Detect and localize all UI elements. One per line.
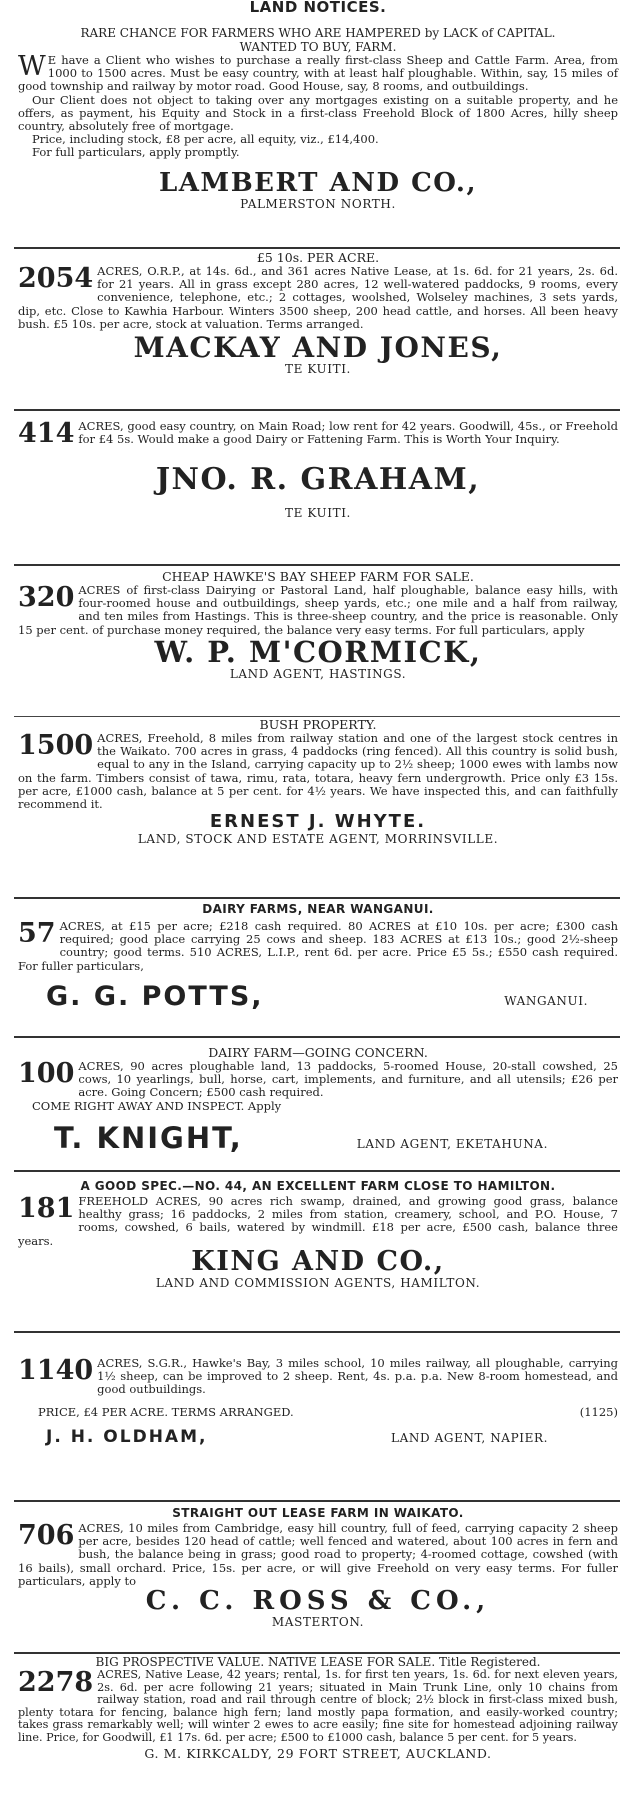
ad-body: Our Client does not object to taking over any mortgages existing on a suitable property, and he offers, as payment, his Equity and Stock in a first-class Freehold Block of 1800 Acres, hilly sheep country, absolutely free of mortgage. (18, 92, 618, 134)
ad-body: ACRES, S.G.R., Hawke's Bay, 3 miles school, 10 miles railway, all ploughable, carrying 1½ sheep, can be improved to 2 sheep. Rent, 4s. p.a. p.a. New 8-room homestead, and good outbuildings. (97, 1356, 618, 1397)
ad-oldham (18, 1357, 618, 1446)
divider (14, 1500, 620, 1502)
ad-heading: DAIRY FARMS, NEAR WANGANUI. (202, 902, 434, 916)
ad-heading: CHEAP HAWKE'S BAY SHEEP FARM FOR SALE. (162, 569, 474, 584)
divider (14, 1170, 620, 1172)
firm-location: LAND AGENT, HASTINGS. (229, 667, 407, 682)
firm-name: ERNEST J. WHYTE. (209, 811, 427, 833)
firm-name: MACKAY AND JONES, (133, 331, 503, 365)
ad-body: E have a Client who wishes to purchase a really first-class Sheep and Cattle Farm. Area, from 1000 to 1500 acres. Must be easy country, with at least half ploughable. Within, say, 15 miles of good township and railway by motor road. Good House, say, 8 rooms, and outbuildings. (18, 53, 618, 94)
acreage-number: 1140 (18, 1355, 94, 1386)
divider (14, 1652, 620, 1654)
acreage-number: 100 (18, 1058, 75, 1089)
divider (14, 897, 620, 899)
firm-location: LAND AGENT, EKETAHUNA. (356, 1136, 548, 1151)
ad-body: ACRES, Freehold, 8 miles from railway station and one of the largest stock centres in the Waikato. 700 acres in grass, 4 paddocks (ring fenced). All this country is solid bush, equal to any in the Island, carrying capacity up to 2½ sheep; 1000 ewes with lambs now on the farm. Timbers consist of tawa, rimu, rata, totara, heavy fern undergrowth. Price only £3 15s. per acre, £1000 cash, balance at 5 per cent. for 4½ years. We have inspected this, and can faithfully recommend it. (18, 731, 618, 812)
firm-location: LAND, STOCK AND ESTATE AGENT, MORRINSVILLE. (137, 832, 499, 847)
ad-reference: (1125) (579, 1404, 618, 1419)
acreage-number: 414 (18, 418, 75, 449)
acreage-number: 181 (18, 1193, 75, 1224)
firm-location: LAND AGENT, NAPIER. (391, 1430, 548, 1445)
firm-name: JNO. R. GRAHAM, (155, 462, 481, 498)
ad-king (18, 1179, 618, 1290)
ad-knight (18, 1046, 618, 1153)
firm-name: KING AND CO., (191, 1245, 445, 1277)
divider (14, 1036, 620, 1038)
ad-heading: STRAIGHT OUT LEASE FARM IN WAIKATO. (172, 1506, 464, 1520)
acreage-number: 1500 (18, 730, 94, 761)
ad-body: ACRES, good easy country, on Main Road; low rent for 42 years. Goodwill, 45s., or Freehold for £4 5s. Would make a good Dairy or Fattening Farm. This is Worth Your Inquiry. (78, 419, 618, 447)
ad-heading: A GOOD SPEC.—NO. 44, AN EXCELLENT FARM CLOSE TO HAMILTON. (80, 1179, 556, 1193)
ad-heading: BIG PROSPECTIVE VALUE. NATIVE LEASE FOR SALE. Title Registered. (95, 1655, 541, 1669)
firm-name: C. C. ROSS & CO., (145, 1586, 491, 1617)
firm-name: G. G. POTTS, (46, 980, 264, 1012)
firm-name: J. H. OLDHAM, (46, 1426, 208, 1447)
ad-whyte (18, 718, 618, 846)
divider (14, 409, 620, 411)
ad-potts (18, 902, 618, 1011)
firm-name: LAMBERT AND CO., (158, 167, 478, 198)
ad-body: COME RIGHT AWAY AND INSPECT. Apply (32, 1098, 282, 1113)
ad-body: ACRES, O.R.P., at 14s. 6d., and 361 acres Native Lease, at 1s. 6d. for 21 years, 2s. 6d. for 21 years. All in grass except 280 acres, 12 well-watered paddocks, 9 rooms, every convenience, telephone, etc.; 2 cottages, woolshed, Wolseley machines, 3 sets yards, dip, etc. Close to Kawhia Harbour. Winters 3500 sheep, 200 head cattle, and horses. All been heavy bush. £5 10s. per acre, stock at valuation. Terms arranged. (18, 264, 618, 331)
ad-body: For full particulars, apply promptly. (32, 145, 240, 160)
acreage-number: 2278 (18, 1667, 94, 1698)
page-title: LAND NOTICES. (249, 0, 387, 16)
ad-heading: BUSH PROPERTY. (259, 717, 377, 732)
firm-name: W. P. M'CORMICK, (154, 634, 482, 669)
acreage-number: 320 (18, 582, 75, 613)
ad-body: ACRES, 10 miles from Cambridge, easy hill country, full of feed, carrying capacity 2 sheep per acre, besides 120 head of cattle; well fenced and watered, about 100 acres in fern and bush, the balance being in grass; good road to property; 4-roomed cottage, cowshed (with 16 bails), small orchard. Price, 15s. per acre, or will give Freehold on very easy terms. For fuller particulars, apply to (18, 1521, 618, 1588)
ad-body: ACRES of first-class Dairying or Pastoral Land, half ploughable, balance easy hills, with four-roomed house and outbuildings, sheep yards, etc.; one mile and a half from railway, and ten miles from Hastings. This is three-sheep country, and the price is reasonable. Only 15 per cent. of purchase money required, the balance very easy terms. For full particulars, apply (18, 583, 618, 637)
firm-location: LAND AND COMMISSION AGENTS, HAMILTON. (155, 1276, 481, 1291)
acreage-number: 57 (18, 918, 56, 949)
acreage-number: 2054 (18, 263, 94, 294)
ad-body: FREEHOLD ACRES, 90 acres rich swamp, drained, and growing good grass, balance healthy grass; 16 paddocks, 2 miles from station, creamery, school, and P.O. House, 7 rooms, cowshed, 6 bails, watered by windmill. £18 per acre, £500 cash, balance three years. (18, 1194, 618, 1248)
divider (14, 247, 620, 249)
ad-heading: DAIRY FARM—GOING CONCERN. (208, 1045, 428, 1060)
firm-location: WANGANUI. (504, 993, 588, 1008)
ad-body: ACRES, at £15 per acre; £218 cash required. 80 ACRES at £10 10s. per acre; £300 cash required; good place carrying 25 cows and sheep. 183 ACRES at £13 10s.; good 2½-sheep country; good terms. 510 ACRES, L.I.P., rent 6d. per acre. Price £5 5s.; £550 cash required. For fuller particulars, (18, 919, 618, 973)
firm-location: TE KUITI. (285, 505, 351, 520)
firm-location: TE KUITI. (285, 362, 351, 377)
ad-subheading: WANTED TO BUY, FARM. (239, 40, 397, 54)
firm-location: PALMERSTON NORTH. (240, 196, 396, 211)
ad-ross (18, 1506, 618, 1629)
acreage-number: 706 (18, 1520, 75, 1551)
ad-graham (18, 420, 618, 520)
ad-mccormick (18, 570, 618, 681)
divider (14, 1331, 620, 1333)
drop-cap: W (18, 51, 46, 82)
ad-body: ACRES, Native Lease, 42 years; rental, 1s. for first ten years, 1s. 6d. for next eleven years, 2s. 6d. per acre following 21 years; situated in Main Trunk Line, only 10 chains from railway station, road and rail through centre of block; 2½ block in first-class mixed bush, plenty totara for fencing, balance high fern; land mostly papa formation, and easily-worked country; takes grass remarkably well; will winter 2 ewes to acre easily; fine site for homestead adjoining railway line. Price, for Goodwill, £1 17s. 6d. per acre; £500 to £1000 cash, balance 5 per cent. for 5 years. (18, 1668, 618, 1744)
firm-name: T. KNIGHT, (54, 1120, 243, 1155)
ad-kirkcaldy (18, 1655, 618, 1761)
ad-heading: £5 10s. PER ACRE. (256, 250, 380, 265)
ad-mackay-jones (18, 251, 618, 376)
firm-location: MASTERTON. (271, 1615, 365, 1630)
ad-heading: RARE CHANCE FOR FARMERS WHO ARE HAMPERED by LACK of CAPITAL. (80, 26, 556, 40)
ad-lambert (18, 26, 618, 211)
ad-body: ACRES, 90 acres ploughable land, 13 paddocks, 5-roomed House, 20-stall cowshed, 25 cows, 10 yearlings, bull, horse, cart, implements, and furniture, and all utensils; £26 per acre. Going Concern; £500 cash required. (78, 1059, 618, 1100)
ad-price: PRICE, £4 PER ACRE. TERMS ARRANGED. (38, 1404, 294, 1419)
ad-price: Price, including stock, £8 per acre, all equity, viz., £14,400. (32, 132, 379, 147)
firm-name: G. M. KIRKCALDY, 29 FORT STREET, AUCKLAND. (144, 1745, 492, 1761)
divider (14, 564, 620, 566)
